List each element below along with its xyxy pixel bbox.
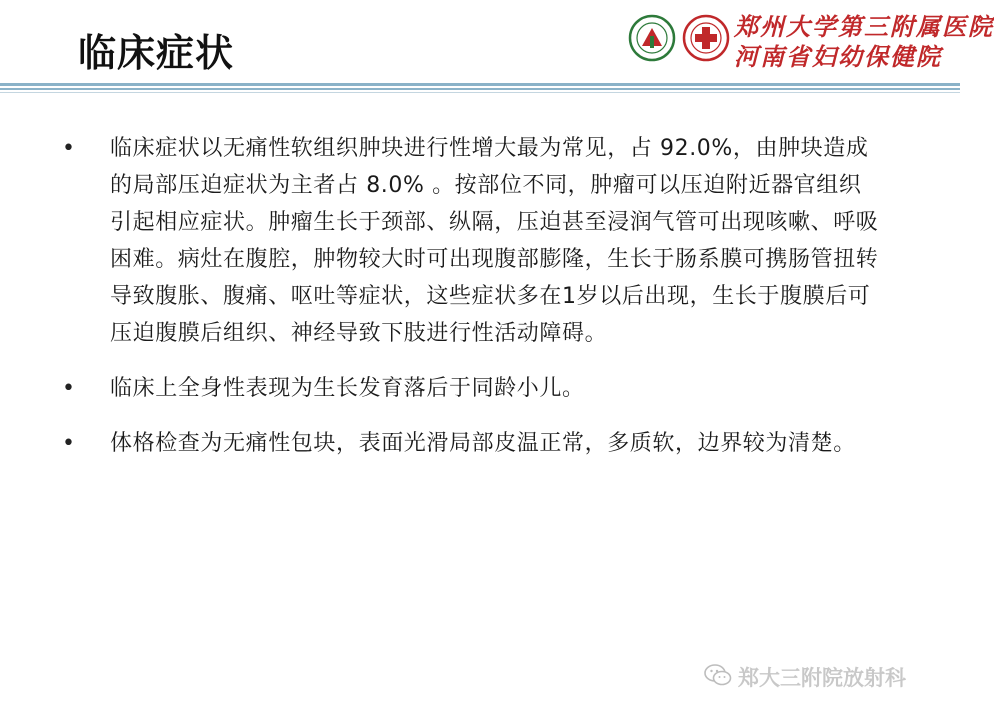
bullet-text: 体格检查为无痛性包块，表面光滑局部皮温正常，多质软，边界较为清楚。 — [110, 431, 856, 456]
list-item — [62, 425, 892, 462]
list-item — [62, 130, 892, 352]
header-rule-middle — [0, 88, 960, 90]
watermark-text: 郑大三附院放射科 — [738, 666, 906, 690]
university-emblem-icon — [628, 14, 676, 62]
bullet-text: 临床症状以无痛性软组织肿块进行性增大最为常见，占 92.0%，由肿块造成的局部压迫症状为主者占 8.0% 。按部位不同，肿瘤可以压迫附近器官组织引起相应症状。肿瘤生长于颈部、纵隔，压迫甚至浸润气管可出现咳嗽、呼吸困难。病灶在腹腔，肿物较大时可出现腹部膨隆，生长于肠系膜可携肠管扭转导致腹胀、腹痛、呕吐等症状，这些症状多在1岁以后出现，生长于腹膜后可压迫腹膜后组织、神经导致下肢进行性活动障碍。 — [110, 136, 879, 346]
header-rule-top — [0, 83, 960, 86]
wechat-icon — [704, 664, 732, 686]
bullet-marker: • — [62, 136, 75, 161]
bullet-marker: • — [62, 431, 75, 456]
bullet-text: 临床上全身性表现为生长发育落后于同龄小儿。 — [110, 376, 585, 401]
slide-title: 临床症状 — [78, 31, 235, 75]
hospital-name-line1: 郑州大学第三附属医院 — [734, 12, 994, 41]
header-rule-bottom — [0, 92, 960, 93]
list-item — [62, 370, 892, 407]
bullet-marker: • — [62, 376, 75, 401]
hospital-logo-group — [626, 10, 994, 80]
bullet-list — [62, 130, 892, 480]
hospital-emblem-icon — [682, 14, 730, 62]
hospital-name-line2: 河南省妇幼保健院 — [734, 42, 942, 71]
hospital-name-calligraphy — [734, 12, 994, 72]
